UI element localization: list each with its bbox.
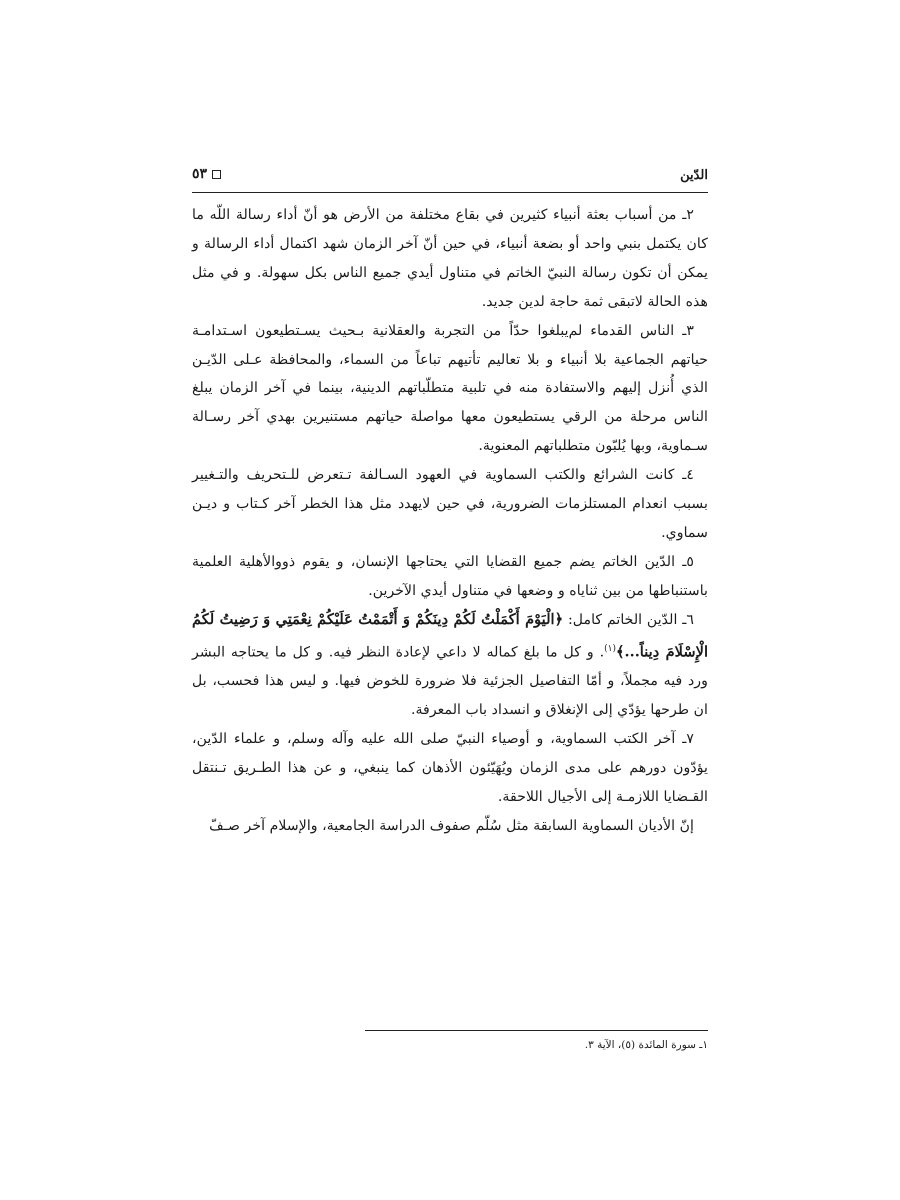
paragraph-5: ٥ـ الدّين الخاتم يضم جميع القضايا التي يحتاجها الإنسان، و يقوم ذووالأهلية العلمية باستنباطها من بين ثناياه و وضعها في متناول أيدي الآخرين. (192, 553, 708, 599)
running-header (192, 166, 708, 193)
paragraph-3: ٣ـ الناس القدماء لم‌يبلغوا حدّاً من التجربة والعقلانية بـحيث يسـتطيعون اسـتدامـة حياتهم الجماعية بلا أنبياء و بلا تعاليم تأتيهم تباعاً من السماء، والمحافظة عـلى الدّيـن الذي أُنزل إليهم والاستفادة منه في تلبية متطلّباتهم الدينية، بينما في آخر الزمان يبلغ الناس مرحلة من الرقي يستطيعون معها مواصلة حياتهم مستنيرين بهدي آخر رسـالة سـماوية، وبها يُلبّون متطلباتهم المعنوية. (192, 322, 708, 455)
paragraph-7: ٧ـ آخر الكتب السماوية، و أوصياء النبيّ صلى الله عليه وآله وسلم، و علماء الدّين، يؤدّون دورهم على مدى الزمان ويُهَيّئون الأذهان كما ينبغي، و عن هذا الطـريق تـنتقل القـضايا اللازمـة إلى الأجيال اللاحقة. (192, 731, 708, 805)
quran-quote: ﴿الْيَوْمَ أَكْمَلْتُ لَكُمْ دِينَكُمْ وَ أَتْمَمْتُ عَلَيْكُمْ نِعْمَتِي وَ رَضِيتُ لَكُمُ الْإِسْلَامَ دِيناً...﴾ (192, 610, 708, 661)
footnote: ١ـ سورة المائدة (٥)، الآية ٣. (584, 1039, 708, 1051)
page-number-group (192, 166, 221, 182)
paragraph-6: ٦ـ الدّين الخاتم كامل: ﴿الْيَوْمَ أَكْمَلْتُ لَكُمْ دِينَكُمْ وَ أَتْمَمْتُ عَلَيْكُمْ نِعْمَتِي وَ رَضِيتُ لَكُمُ الْإِسْلَامَ دِيناً...﴾$^{(١)}$. و كل ما بلغ كماله لا داعي لإعادة النظر فيه. و كل ما يحتاجه البشر ورد فيه مجملاً، و أمّا التفاصيل الجزئية فلا ضرورة للخوض فيها. و ليس هذا فحسب، بل ان طرحها يؤدّي إلى الإنغلاق و انسداد باب المعرفة. (192, 610, 708, 719)
page-number: ٥٣ (192, 166, 208, 182)
section-title: الدّين (680, 168, 708, 183)
footnote-divider (365, 1030, 708, 1031)
paragraph-4: ٤ـ كانت الشرائع والكتب السماوية في العهود السـالفة تـتعرض للـتحريف والتـغيير بسبب انعدام المستلزمات الضرورية، في حين لايهدد مثل هذا الخطر آخر كـتاب و ديـن سماوي. (192, 467, 708, 541)
body-text (192, 201, 708, 841)
square-box-icon (212, 170, 221, 179)
footnote-reference[interactable]: (١) (604, 643, 616, 654)
paragraph-2: ٢ـ من أسباب بعثة أنبياء كثيرين في بقاع مختلفة من الأرض هو أنّ أداء رسالة اللّه ما كان يكتمل بنبي واحد أو بضعة أنبياء، في حين أنّ آخر الزمان شهد اكتمال أداء الرسالة و يمكن أن تكون رسالة النبيّ الخاتم في متناول أيدي جميع الناس بكل سهولة. و في مثل هذه الحالة لاتبقى ثمة حاجة لدين جديد. (192, 207, 708, 310)
paragraph-8: إنّ الأديان السماوية السابقة مثل سُلّم صفوف الدراسة الجامعية، والإسلام آخر صـفّ (209, 817, 694, 834)
